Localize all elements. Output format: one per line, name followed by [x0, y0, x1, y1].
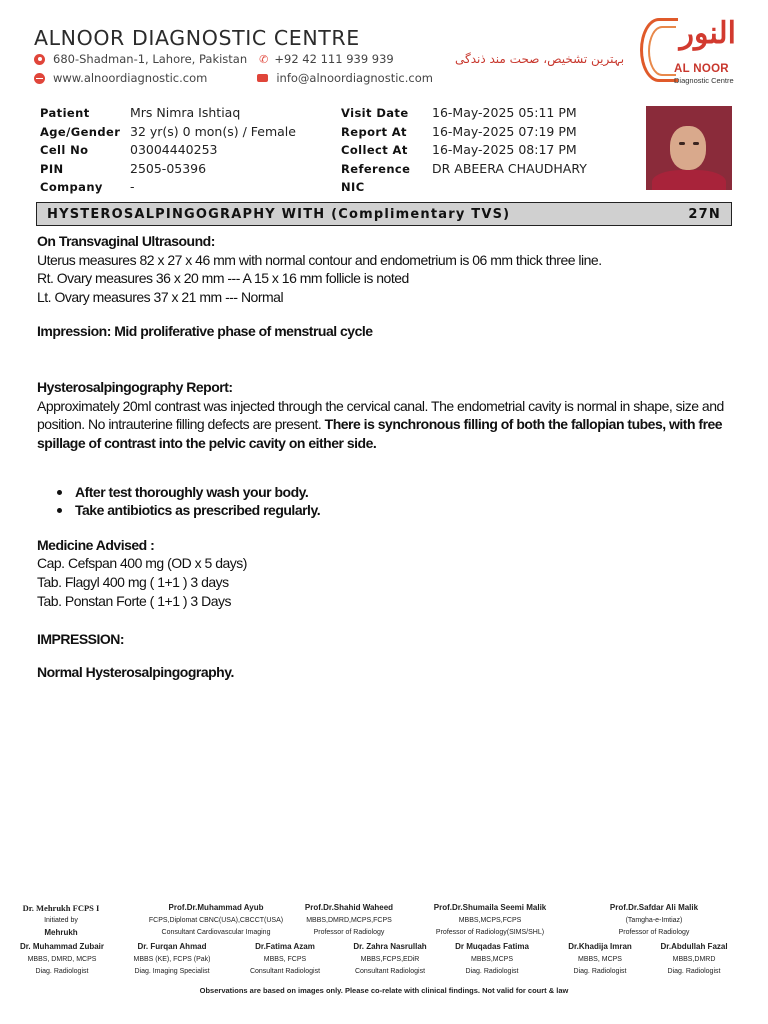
centre-title: ALNOOR DIAGNOSTIC CENTRE [34, 26, 360, 50]
doctor-name: Prof.Dr.Safdar Ali Malik [609, 903, 699, 912]
info-row [341, 104, 587, 123]
medicine-section [37, 536, 733, 610]
photo-face [670, 126, 706, 170]
email-link[interactable]: info@alnoordiagnostic.com [276, 71, 433, 85]
collect-at: 16-May-2025 08:17 PM [432, 142, 577, 157]
report-at: 16-May-2025 07:19 PM [432, 123, 577, 139]
hsg-text: Approximately 20ml contrast was injected through the cervical canal. The endometrial cavity is normal in shape, size and position. No intrauterine filling defects are present. [37, 397, 724, 433]
reference: DR ABEERA CHAUDHARY [432, 160, 587, 176]
info-row [341, 123, 587, 142]
info-label: Company [40, 180, 103, 194]
info-label: NIC [341, 180, 365, 194]
report-body [37, 232, 733, 681]
impression-heading: IMPRESSION: [37, 631, 125, 648]
doctor-role: Consultant Radiologist [249, 968, 321, 975]
info-label: Patient [40, 106, 90, 120]
medicine-heading: Medicine Advised : [37, 536, 155, 553]
hsg-text-bold: There is synchronous filling of both the fallopian tubes, with free spillage of contrast into the pelvic cavity on either side. [37, 416, 723, 451]
phone-icon: ✆ [259, 52, 269, 66]
doctor-qual: MBBS, FCPS [263, 955, 307, 963]
doctor-role: Diag. Radiologist [667, 968, 721, 975]
info-label: Cell No [40, 143, 89, 157]
globe-icon [34, 73, 45, 84]
company: - [130, 179, 135, 194]
doctor-signature [235, 941, 335, 979]
doctor-name: Dr.Fatima Azam [255, 942, 315, 951]
doctor-qual: Initiated by [44, 916, 78, 924]
logo-name: AL NOOR [674, 63, 729, 75]
doctor-name: Dr. Furqan Ahmad [137, 942, 207, 951]
doctor-signature [290, 902, 408, 940]
info-row [40, 123, 296, 142]
doctor-name: Dr. Muhammad Zubair [19, 942, 104, 951]
tvs-line: Lt. Ovary measures 37 x 21 mm --- Normal [37, 288, 284, 305]
info-label: PIN [40, 161, 64, 176]
tvs-heading: On Transvaginal Ultrasound: [37, 233, 215, 249]
logo-subtitle: Diagnostic Centre [674, 76, 734, 85]
doctor-qual: MBBS,MCPS,FCPS [458, 916, 522, 924]
doctor-role: Consultant Cardiovascular Imaging [161, 929, 271, 936]
info-label: Reference [341, 161, 411, 176]
doctor-role: Diag. Radiologist [465, 968, 519, 975]
tvs-impression: Impression: Mid proliferative phase of menstrual cycle [37, 323, 373, 340]
info-row [40, 104, 296, 123]
tvs-line: Rt. Ovary measures 36 x 20 mm --- A 15 x 16 mm follicle is noted [37, 270, 409, 287]
impression-text: Normal Hysterosalpingography. [37, 663, 234, 680]
doctor-signature [6, 941, 118, 979]
logo-arabic-text: النور [679, 16, 736, 51]
info-label: Age/Gender [40, 124, 121, 139]
tvs-line: Uterus measures 82 x 27 x 46 mm with normal contour and endometrium is 06 mm thick three line. [37, 251, 602, 268]
hsg-section [37, 378, 733, 452]
doctor-signature [122, 941, 222, 979]
address-text: 680-Shadman-1, Lahore, Pakistan [53, 52, 248, 66]
info-label: Visit Date [341, 106, 409, 120]
patient-info-left [40, 104, 296, 197]
website-link[interactable]: www.alnoordiagnostic.com [53, 71, 208, 85]
info-row [40, 141, 296, 160]
doctor-qual: MBBS,FCPS,EDiR [360, 955, 420, 963]
disclaimer: Observations are based on images only. Please co-relate with clinical findings. Not valid for court & law [199, 986, 569, 995]
doctor-signature [648, 941, 740, 979]
cell-no: 03004440253 [130, 142, 218, 157]
age-gender: 32 yr(s) 0 mon(s) / Female [130, 123, 296, 139]
doctor-name: Dr.Abdullah Fazal [660, 942, 728, 951]
doctor-role: Diag. Radiologist [573, 968, 627, 975]
visit-date: 16-May-2025 05:11 PM [432, 105, 577, 120]
doctor-signature [552, 941, 648, 979]
report-title-bar [36, 202, 732, 226]
doctor-qual: MBBS, MCPS [578, 955, 622, 963]
doctor-role: Professor of Radiology [313, 929, 385, 936]
logo-swoosh-inner [648, 26, 676, 76]
info-row [40, 178, 296, 197]
urdu-tagline: بہترین تشخیص، صحت مند ذندگی [455, 52, 625, 66]
info-row [40, 160, 296, 179]
doctor-signature [340, 941, 440, 979]
info-row [341, 160, 587, 179]
doctor-role: Diag. Imaging Specialist [134, 968, 210, 975]
doctor-qual: MBBS,MCPS [470, 955, 513, 963]
doctor-qual: MBBS (KE), FCPS (Pak) [133, 955, 211, 963]
report-code: 27N [688, 206, 721, 222]
alnoor-logo [636, 16, 740, 86]
info-row [341, 141, 587, 160]
doctor-qual: MBBS,DMRD,MCPS,FCPS [306, 916, 392, 924]
list-item: Take antibiotics as prescribed regularly. [57, 501, 733, 520]
info-label: Report At [341, 124, 407, 139]
doctor-role: Consultant Radiologist [354, 968, 426, 975]
medicine-item: Tab. Ponstan Forte ( 1+1 ) 3 Days [37, 592, 231, 609]
mail-icon [257, 74, 268, 82]
address-line [34, 52, 394, 66]
doctor-signature [443, 941, 541, 979]
doctor-role: Professor of Radiology(SIMS/SHL) [435, 929, 545, 936]
advice-list [57, 483, 733, 520]
doctor-name: Prof.Dr.Muhammad Ayub [168, 903, 264, 912]
hsg-heading: Hysterosalpingography Report: [37, 379, 233, 396]
doctor-role: Diag. Radiologist [35, 968, 89, 975]
doctor-signature [0, 902, 122, 940]
tvs-section [37, 232, 733, 306]
contact-line [34, 71, 433, 85]
doctor-qual: MBBS, DMRD, MCPS [27, 955, 97, 963]
doctor-signature [420, 902, 560, 940]
photo-eye [679, 142, 685, 145]
location-pin-icon [34, 54, 45, 65]
doctor-qual: MBBS,DMRD [672, 955, 716, 963]
doctor-qual: FCPS,Diplomat CBNC(USA),CBCCT(USA) [148, 916, 284, 924]
doctor-name: Prof.Dr.Shahid Waheed [304, 903, 394, 912]
pin: 2505-05396 [130, 160, 207, 176]
doctor-name: Dr. Mehrukh FCPS I [22, 903, 100, 913]
doctor-name: Dr. Zahra Nasrullah [353, 942, 427, 951]
doctor-name: Dr Muqadas Fatima [455, 942, 529, 951]
phone-text: +92 42 111 939 939 [274, 52, 394, 66]
doctor-name: Dr.Khadija Imran [568, 942, 632, 951]
doctor-name: Prof.Dr.Shumaila Seemi Malik [433, 903, 547, 912]
list-item: After test thoroughly wash your body. [57, 483, 733, 502]
patient-name: Mrs Nimra Ishtiaq [130, 105, 241, 120]
info-label: Collect At [341, 143, 408, 157]
doctor-signature [590, 902, 718, 940]
doctor-role: Professor of Radiology [618, 929, 690, 936]
info-row [341, 178, 587, 197]
patient-photo [646, 106, 732, 190]
medicine-item: Tab. Flagyl 400 mg ( 1+1 ) 3 days [37, 573, 229, 590]
photo-shoulders [652, 170, 726, 190]
photo-eye [693, 142, 699, 145]
medicine-item: Cap. Cefspan 400 mg (OD x 5 days) [37, 555, 247, 572]
doctor-role: Mehrukh [44, 928, 78, 937]
doctor-qual: (Tamgha-e-Imtiaz) [625, 916, 683, 924]
patient-info-right [341, 104, 587, 197]
doctor-signature [135, 902, 297, 940]
report-title: HYSTEROSALPINGOGRAPHY WITH (Complimentary TVS) [47, 206, 511, 222]
